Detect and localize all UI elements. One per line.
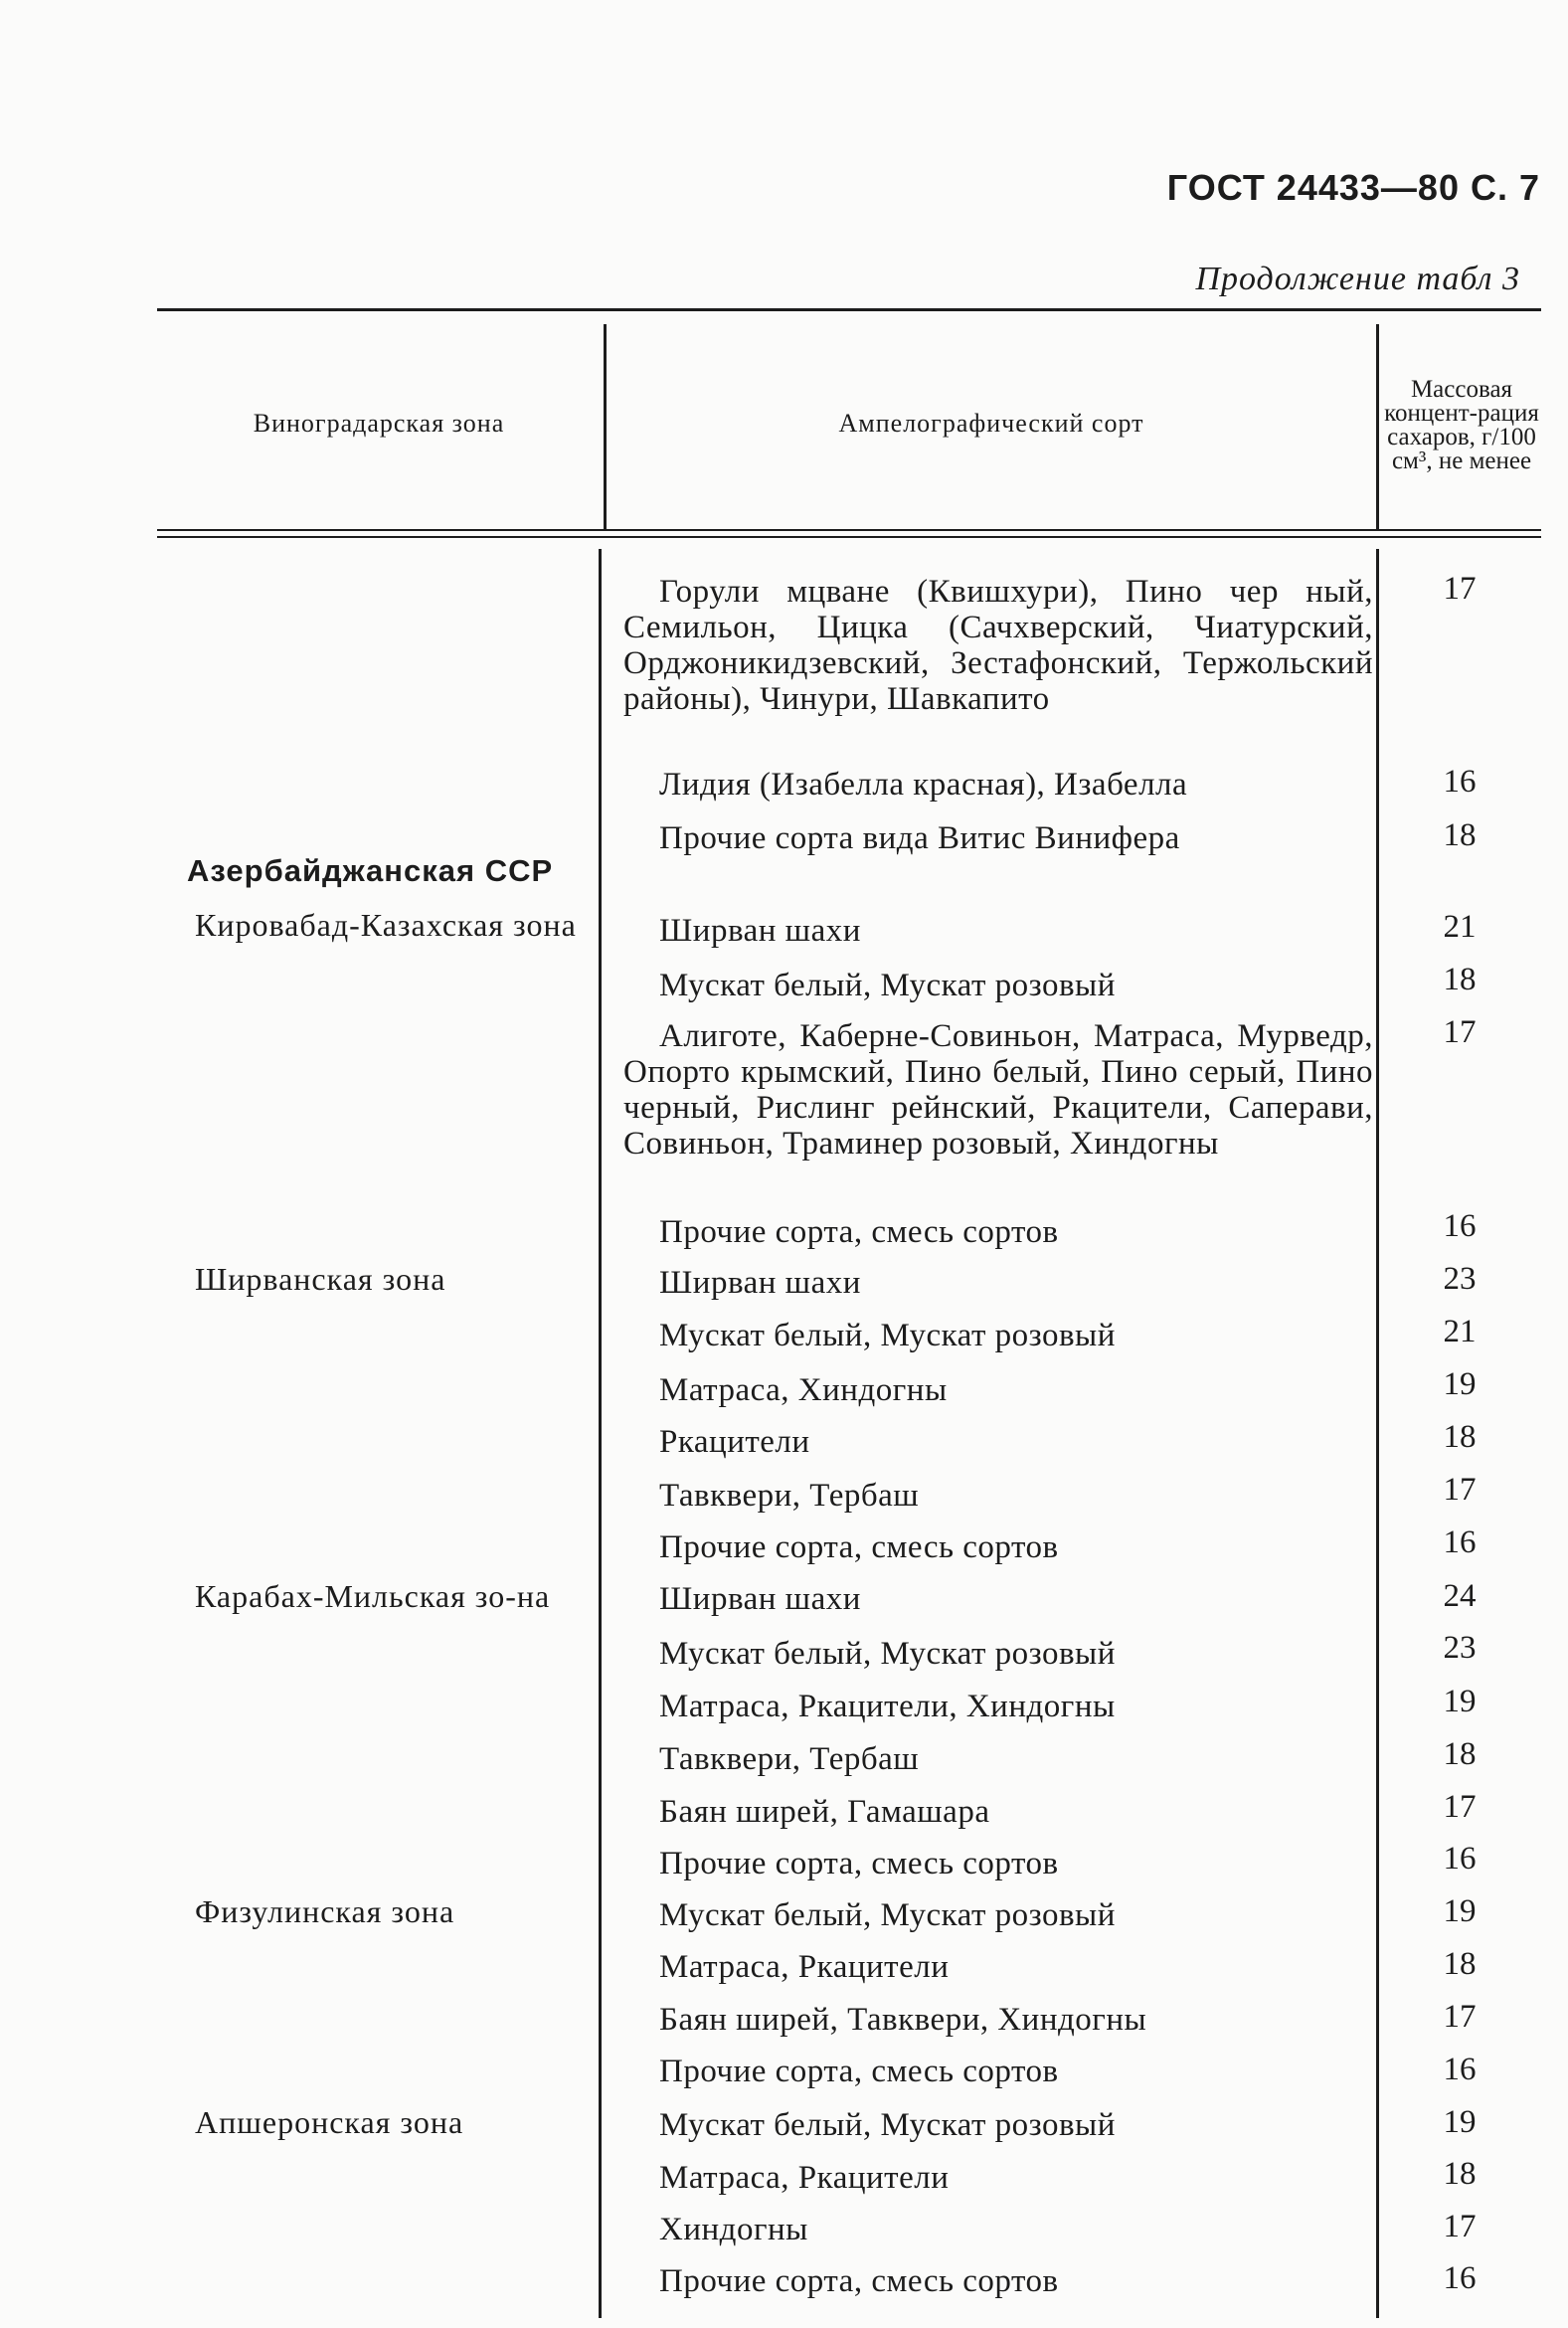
sugar-value-cell: 18 [1443, 962, 1477, 997]
sugar-value-cell: 18 [1443, 2156, 1477, 2192]
variety-cell: Прочие сорта, смесь сортов [659, 1214, 1059, 1250]
variety-cell: Матраса, Хиндогны [659, 1372, 948, 1408]
variety-cell: Баян ширей, Гамашара [659, 1794, 990, 1830]
header-bottom-rule-2 [157, 536, 1541, 538]
variety-cell: Мускат белый, Мускат розовый [659, 1897, 1116, 1933]
sugar-value-cell: 18 [1443, 817, 1477, 853]
sugar-value-cell: 19 [1443, 1684, 1477, 1719]
sugar-value-cell: 16 [1443, 2260, 1477, 2296]
variety-cell: Мускат белый, Мускат розовый [659, 1318, 1116, 1353]
sugar-value-cell: 23 [1443, 1630, 1477, 1666]
body-divider-1 [599, 549, 602, 2318]
sugar-value-cell: 24 [1443, 1578, 1477, 1614]
column-header-sugar: Массовая концент-рация сахаров, г/100 см³, не менее [1384, 376, 1539, 474]
sugar-value-cell: 16 [1443, 764, 1477, 800]
variety-cell: Матраса, Ркацители, Хиндогны [659, 1689, 1116, 1724]
sugar-value-cell: 17 [1443, 571, 1477, 607]
variety-cell: Прочие сорта, смесь сортов [659, 2054, 1059, 2089]
variety-cell: Прочие сорта, смесь сортов [659, 2263, 1059, 2299]
sugar-value-cell: 17 [1443, 1014, 1477, 1050]
sugar-value-cell: 17 [1443, 1472, 1477, 1508]
variety-cell: Мускат белый, Мускат розовый [659, 2107, 1116, 2143]
sugar-value-cell: 16 [1443, 2052, 1477, 2087]
header-bottom-rule [157, 529, 1541, 531]
variety-cell: Прочие сорта вида Витис Винифера [659, 820, 1180, 856]
table-continuation-caption: Продолжение табл 3 [1195, 261, 1520, 297]
variety-cell: Ширван шахи [659, 913, 861, 949]
table-top-rule [157, 308, 1541, 311]
variety-cell: Матраса, Ркацители [659, 2160, 950, 2196]
sugar-value-cell: 18 [1443, 1946, 1477, 1982]
variety-cell: Ркацители [659, 1424, 810, 1460]
zone-label: Кировабад-Казахская зона [195, 907, 577, 943]
sugar-value-cell: 21 [1443, 1314, 1477, 1349]
column-header-variety: Ампелографический сорт [838, 409, 1144, 438]
body-divider-2 [1376, 549, 1379, 2318]
variety-cell: Тавквери, Тербаш [659, 1741, 920, 1777]
variety-cell: Хиндогны [659, 2212, 808, 2247]
variety-cell: Мускат белый, Мускат розовый [659, 968, 1116, 1003]
variety-cell: Баян ширей, Тавквери, Хиндогны [659, 2002, 1147, 2038]
sugar-value-cell: 16 [1443, 1841, 1477, 1877]
sugar-value-cell: 18 [1443, 1419, 1477, 1455]
sugar-value-cell: 17 [1443, 1999, 1477, 2035]
sugar-value-cell: 16 [1443, 1524, 1477, 1560]
sugar-value-cell: 19 [1443, 2104, 1477, 2140]
zone-label: Карабах-Мильская зо-на [195, 1578, 551, 1614]
zone-label: Физулинская зона [195, 1893, 455, 1929]
sugar-value-cell: 21 [1443, 909, 1477, 945]
sugar-value-cell: 18 [1443, 1736, 1477, 1772]
sugar-value-cell: 19 [1443, 1893, 1477, 1929]
sugar-value-cell: 23 [1443, 1261, 1477, 1297]
header-divider-2 [1376, 324, 1379, 529]
variety-cell: Мускат белый, Мускат розовый [659, 1636, 1116, 1672]
sugar-value-cell: 17 [1443, 1789, 1477, 1825]
document-reference: ГОСТ 24433—80 С. 7 [1166, 167, 1540, 208]
variety-cell: Лидия (Изабелла красная), Изабелла [659, 767, 1188, 803]
variety-cell: Горули мцване (Квишхури), Пино чер ный, Семильон, Цицка (Сачхверский, Чиатурский, Орджоникидзевский, Зестафонский, Тержольский районы), Чинури, Шавкапито [623, 574, 1373, 717]
zone-label: Ширванская зона [195, 1261, 446, 1297]
sugar-value-cell: 16 [1443, 1208, 1477, 1244]
zone-label-republic: Азербайджанская ССР [187, 853, 554, 888]
sugar-value-cell: 17 [1443, 2209, 1477, 2244]
variety-cell: Алиготе, Каберне-Совиньон, Матраса, Мурведр, Опорто крымский, Пино белый, Пино серый, Пино черный, Рислинг рейнский, Ркацители, Саперави, Совиньон, Траминер розовый, Хиндогны [623, 1018, 1373, 1162]
column-header-zone: Виноградарская зона [253, 409, 505, 438]
variety-cell: Тавквери, Тербаш [659, 1478, 920, 1514]
variety-cell: Матраса, Ркацители [659, 1949, 950, 1985]
variety-cell: Ширван шахи [659, 1265, 861, 1301]
sugar-value-cell: 19 [1443, 1366, 1477, 1402]
variety-cell: Прочие сорта, смесь сортов [659, 1529, 1059, 1565]
variety-cell: Ширван шахи [659, 1581, 861, 1617]
variety-cell: Прочие сорта, смесь сортов [659, 1846, 1059, 1881]
zone-label: Апшеронская зона [195, 2104, 464, 2140]
